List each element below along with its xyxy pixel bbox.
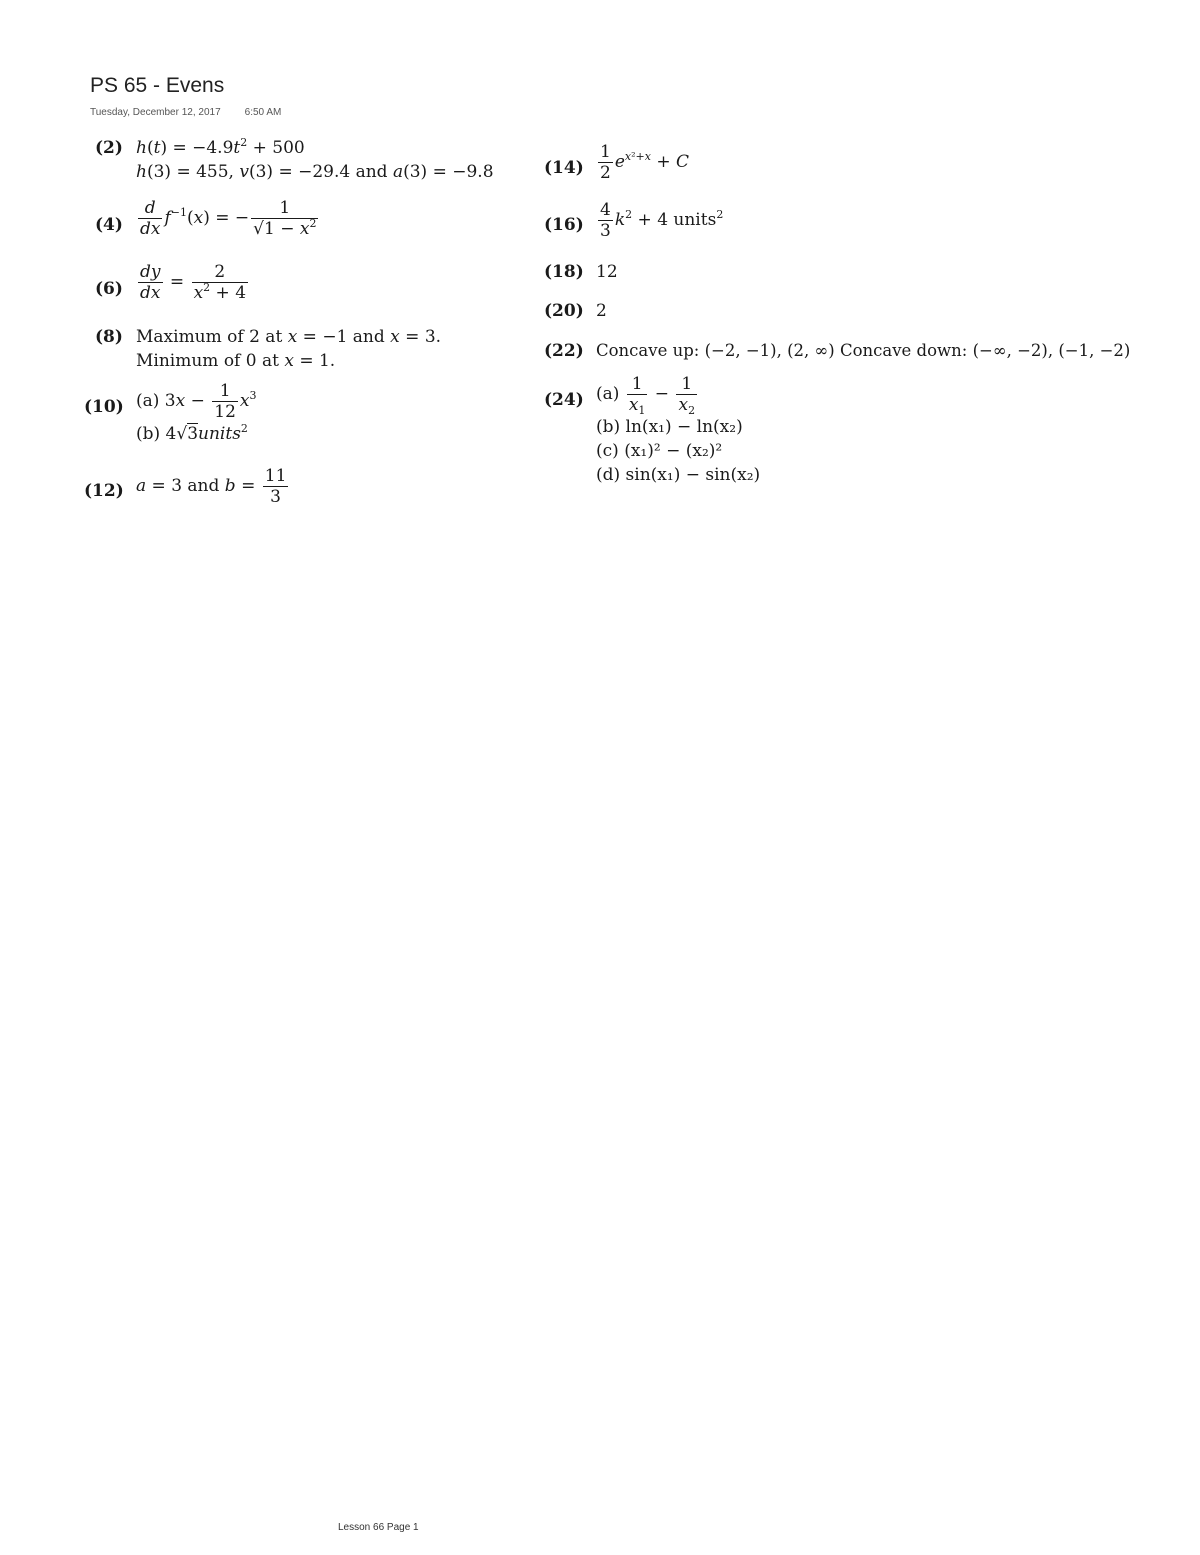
answer-line-d: (d) sin(x₁) − sin(x₂) <box>596 465 761 485</box>
fraction-dy-dx: $\frac{dy}{dx}$ <box>140 262 161 303</box>
problem-number: (6) <box>95 279 123 299</box>
problem-answer: Concave up: (−2, −1), (2, ∞) Concave down: (−∞, −2), (−1, −2) <box>596 341 1131 360</box>
fraction-one-half: $\frac{1}{2}$ <box>600 142 611 183</box>
page-date: Tuesday, December 12, 2017 <box>90 107 221 118</box>
answer-line-b: (b) 4√3units$^2$ <box>136 422 248 444</box>
problem-answer: $\frac{d}{dx}$ $f^{-1}(x)$ = − $\frac{1}{√1 - x^2}$ <box>140 198 317 239</box>
answer-line-2: h(3) = 455, v(3) = −29.4 and a(3) = −9.8 <box>136 162 494 182</box>
fraction-one-over-x2: $\frac{1}{x_2}$ <box>678 374 696 417</box>
problem-10 <box>84 381 384 457</box>
problem-12 <box>84 466 344 518</box>
problem-answer: 2 <box>596 301 607 321</box>
problem-answer <box>596 374 760 487</box>
answer-line-1: Maximum of 2 at x = −1 and x = 3. <box>136 327 442 347</box>
fraction-one-twelfth: $\frac{1}{12}$ <box>214 381 236 422</box>
problem-answer <box>136 325 441 373</box>
problem-number: (24) <box>544 390 584 410</box>
problem-22 <box>544 339 1194 365</box>
answer-line-c: (c) (x₁)² − (x₂)² <box>596 441 723 461</box>
answer-line-1: $h(t) = -4.9t^2 + 500$ <box>136 136 305 158</box>
page-time: 6:50 AM <box>244 107 282 118</box>
problem-answer: $\frac{1}{2}$ $e^{x^2+x} + C$ <box>600 142 690 183</box>
problem-14 <box>544 142 804 194</box>
fraction-eleven-thirds: $\frac{11}{3}$ <box>264 466 287 507</box>
problem-number: (18) <box>544 262 584 282</box>
problem-answer: $\frac{4}{3}$ $k^2 + 4$ units$^2$ <box>600 200 724 241</box>
page-meta <box>90 107 281 118</box>
problem-answer: 12 <box>596 262 618 282</box>
problem-2 <box>95 136 535 188</box>
problem-answer: $\frac{dy}{dx}$ = $\frac{2}{x^2 + 4}$ <box>140 262 247 303</box>
problem-4 <box>95 198 395 256</box>
problem-16 <box>544 200 804 252</box>
problem-20 <box>544 299 664 325</box>
page-footer: Lesson 66 Page 1 <box>338 1522 419 1533</box>
page-title: PS 65 - Evens <box>90 74 225 97</box>
answer-line-b: (b) ln(x₁) − ln(x₂) <box>596 417 743 437</box>
problem-number: (4) <box>95 215 123 235</box>
problem-number: (22) <box>544 341 584 361</box>
fraction-two-over: $\frac{2}{x^2 + 4}$ <box>193 262 247 303</box>
problem-number: (10) <box>84 397 124 417</box>
problem-number: (16) <box>544 215 584 235</box>
problem-18 <box>544 260 664 286</box>
fraction-four-thirds: $\frac{4}{3}$ <box>600 200 611 241</box>
answer-line-2: Minimum of 0 at x = 1. <box>136 351 336 371</box>
problem-number: (20) <box>544 301 584 321</box>
problem-answer <box>136 381 257 446</box>
problem-number: (14) <box>544 158 584 178</box>
problem-8 <box>95 325 515 375</box>
answer-line-a: (a) 3x − $\frac{1}{12}$ $x^3$ <box>136 381 257 422</box>
fraction-inverse-sqrt: $\frac{1}{√1 - x^2}$ <box>253 198 317 239</box>
fraction-one-over-x1: $\frac{1}{x_1}$ <box>628 374 646 417</box>
problem-answer <box>136 136 494 184</box>
problem-number: (12) <box>84 481 124 501</box>
problem-6 <box>95 262 395 316</box>
answer-line-a: (a) $\frac{1}{x_1}$ − $\frac{1}{x_2}$ <box>596 374 696 417</box>
problem-number: (8) <box>95 327 123 347</box>
problem-number: (2) <box>95 138 123 158</box>
fraction-d-dx: $\frac{d}{dx}$ <box>140 198 161 239</box>
problem-24 <box>544 374 864 498</box>
problem-answer: a = 3 and b = $\frac{11}{3}$ <box>136 466 287 507</box>
